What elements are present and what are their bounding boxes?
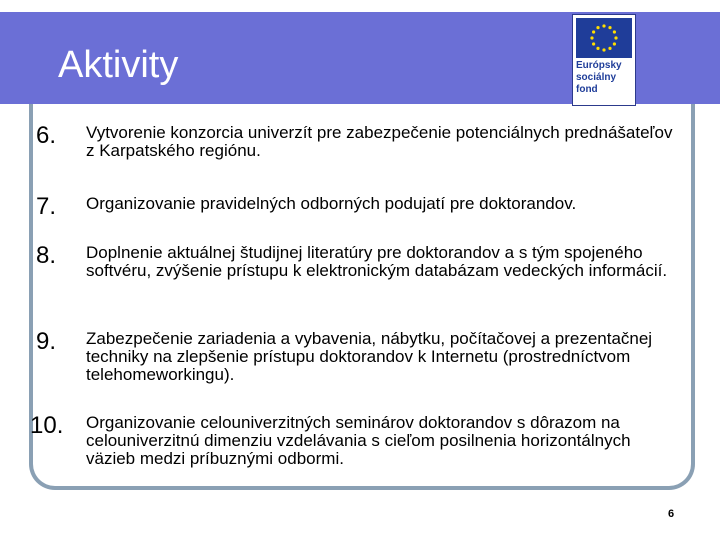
slide-title: Aktivity [58, 44, 179, 86]
item-number: 6. [36, 122, 57, 149]
logo-line-3: fond [576, 84, 598, 95]
item-text: Organizovanie celouniverzitných seminárov doktorandov s dôrazom na celouniverzitnú dimenziu vzdelávania s cieľom posilnenia horizontálnych väzieb medzi príbuznými odbormi. [86, 413, 631, 468]
item-text: Organizovanie pravidelných odborných podujatí pre doktorandov. [86, 194, 577, 213]
logo-line-2: sociálny [576, 72, 632, 84]
item-number: 8. [36, 242, 57, 269]
eu-flag-icon [576, 18, 632, 58]
page-number: 6 [668, 508, 675, 520]
esf-logo [572, 14, 636, 106]
logo-line-1: Európsky [576, 60, 622, 71]
item-text: Zabezpečenie zariadenia a vybavenia, nábytku, počítačovej a prezentačnej techniky na zlepšenie prístupu doktorandov k Internetu (prostredníctvom telehomeworkingu). [86, 329, 653, 384]
item-text: Vytvorenie konzorcia univerzít pre zabezpečenie potenciálnych prednášateľov z Karpatského regiónu. [86, 123, 673, 160]
item-number: 7. [36, 193, 57, 220]
logo-text [576, 60, 632, 96]
item-number: 9. [36, 328, 57, 355]
item-text: Doplnenie aktuálnej študijnej literatúry pre doktorandov a s tým spojeného softvéru, zvýšenie prístupu k elektronickým databázam vedeckých informácií. [86, 243, 668, 280]
item-number: 10. [30, 412, 64, 439]
